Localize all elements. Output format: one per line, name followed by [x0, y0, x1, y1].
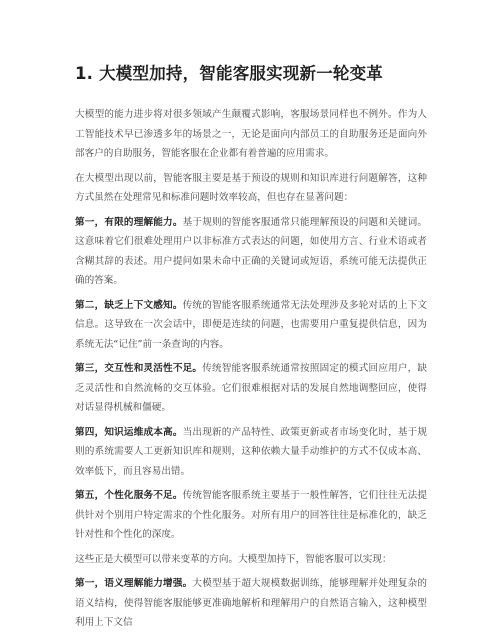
paragraph-lead: 第二，缺乏上下文感知。 — [75, 299, 183, 311]
paragraph-point-1 — [75, 213, 427, 291]
paragraph-transition — [75, 550, 427, 570]
paragraph-text: 基于规则的智能客服通常只能理解预设的问题和关键词。这意味着它们很难处理用户以非标准方式表达的问题，如使用方言、行业术语或者含糊其辞的表述。用户提问如果未命中正确的关键词或短语，系统可能无法提供正确的答案。 — [75, 216, 428, 286]
paragraph-text: 当出现新的产品特性、政策更新或者市场变化时，基于规则的系统需要人工更新知识库和规则，这种依赖大量手动维护的方式不仅成本高、效率低下，而且容易出错。 — [75, 426, 428, 477]
paragraph-lead: 第五，个性化服务不足。 — [75, 490, 183, 501]
paragraph-text: 传统智能客服系统通常按照固定的模式回应用户，缺乏灵活性和自然流畅的交互体验。它们很难根据对话的发展自然地调整回应，使得对话显得机械和僵硬。 — [75, 363, 428, 413]
paragraph-point-2 — [75, 296, 427, 355]
paragraph-point-5 — [75, 486, 427, 545]
paragraph-text: 在大模型出现以前，智能客服主要是基于预设的规则和知识库进行问题解答，这种方式虽然在处理常见和标准问题时效率较高，但也存在显著问题： — [75, 172, 427, 203]
paragraph-intro — [75, 105, 427, 164]
paragraph-text: 大模型基于超大规模数据训练，能够理解并处理复杂的语义结构，使得智能客服能够更准确地解析和理解用户的自然语言输入，这种模型利用上下文信 — [75, 578, 428, 628]
paragraph-before-llm — [75, 169, 427, 208]
paragraph-point-4 — [75, 423, 427, 482]
paragraph-lead: 第三，交互性和灵活性不足。 — [75, 363, 203, 374]
article — [75, 57, 427, 638]
paragraph-text: 大模型的能力进步将对很多领域产生颠覆式影响，客服场景同样也不例外。作为人工智能技术早已渗透多年的场景之一，无论是面向内部员工的自助服务还是面向外部客户的自助服务，智能客服在企业都有着普遍的应用需求。 — [75, 109, 427, 159]
paragraph-text: 传统的智能客服系统通常无法处理涉及多轮对话的上下文信息。这导致在一次会话中，即便是连续的问题，也需要用户重复提供信息，因为系统无法“记住”前一条查询的内容。 — [75, 299, 428, 350]
paragraph-lead: 第四，知识运维成本高。 — [75, 426, 183, 438]
paragraph-benefit-1 — [75, 574, 427, 633]
paragraph-point-3 — [75, 359, 427, 418]
paragraph-lead: 第一，语义理解能力增强。 — [75, 578, 193, 589]
paragraph-text: 这些正是大模型可以带来变革的方向。大模型加持下，智能客服可以实现： — [75, 553, 392, 565]
paragraph-lead: 第一，有限的理解能力。 — [75, 216, 183, 228]
paragraph-text: 传统智能客服系统主要基于一般性解答，它们往往无法提供针对个别用户特定需求的个性化服务。对所有用户的回答往往是标准化的，缺乏针对性和个性化的深度。 — [75, 490, 428, 540]
article-heading: 1. 大模型加持，智能客服实现新一轮变革 — [75, 64, 383, 83]
